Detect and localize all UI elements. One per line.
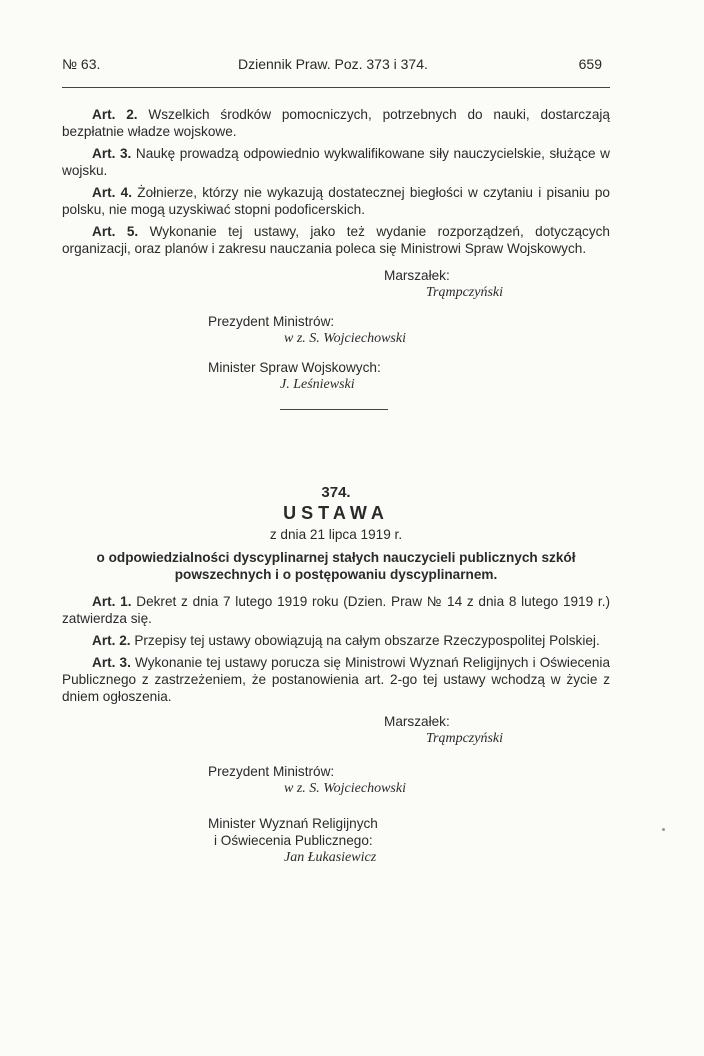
document-date: z dnia 21 lipca 1919 r. bbox=[269, 527, 403, 542]
document-title: o odpowiedzialności dyscyplinarnej stałych nauczycieli publicznych szkół powszechnych i o postępowaniu dyscyplinarnem. bbox=[96, 550, 576, 582]
page-number: 659 bbox=[578, 56, 602, 72]
minister-signature: Jan Łukasiewicz bbox=[284, 850, 377, 865]
page-header bbox=[62, 56, 612, 78]
pm-label: Prezydent Ministrów: bbox=[208, 314, 335, 329]
pm-signature: w z. S. Wojciechowski bbox=[284, 781, 406, 796]
minister-label: Minister Spraw Wojskowych: bbox=[208, 360, 381, 375]
article-373-4: Art. 4. Żołnierze, którzy nie wykazują dostatecznej biegłości w czytaniu i pisaniu po polsku, nie mogą uzyskiwać stopni podoficerskich. bbox=[62, 185, 610, 217]
minister-label-line-1: Minister Wyznań Religijnych bbox=[208, 816, 378, 831]
marshal-signature: Trąmpczyński bbox=[426, 731, 503, 746]
minister-label-line-2: i Oświecenia Publicznego: bbox=[214, 833, 373, 848]
section-374 bbox=[62, 484, 610, 866]
scan-speck bbox=[662, 828, 665, 831]
marshal-label: Marszałek: bbox=[384, 268, 450, 283]
section-373 bbox=[62, 106, 610, 410]
pm-label: Prezydent Ministrów: bbox=[208, 764, 335, 779]
article-373-3: Art. 3. Naukę prowadzą odpowiednio wykwalifikowane siły nauczycielskie, służące w wojsku. bbox=[62, 146, 610, 178]
article-374-2: Art. 2. Przepisy tej ustawy obowiązują na całym obszarze Rzeczypospolitej Polskiej. bbox=[92, 633, 600, 648]
journal-title: Dziennik Praw. Poz. 373 i 374. bbox=[238, 56, 428, 72]
marshal-label: Marszałek: bbox=[384, 714, 450, 729]
article-373-2: Art. 2. Wszelkich środków pomocniczych, potrzebnych do nauki, dostarczają bezpłatnie władze wojskowe. bbox=[62, 107, 610, 139]
article-374-1: Art. 1. Dekret z dnia 7 lutego 1919 roku (Dzien. Praw № 14 z dnia 8 lutego 1919 r.) zatwierdza się. bbox=[62, 594, 611, 626]
header-rule bbox=[62, 87, 610, 88]
article-374-3: Art. 3. Wykonanie tej ustawy porucza się Ministrowi Wyznań Religijnych i Oświecenia Publicznego z zastrzeżeniem, że postanowienia art. 2-go tej ustawy wchodzą w życie z dniem ogłoszenia. bbox=[62, 655, 611, 704]
minister-signature: J. Leśniewski bbox=[280, 377, 355, 392]
document-type: USTAWA bbox=[283, 503, 389, 523]
signatures-374 bbox=[62, 713, 610, 866]
issue-number: № 63. bbox=[62, 56, 101, 72]
section-divider bbox=[280, 409, 388, 410]
pm-signature: w z. S. Wojciechowski bbox=[284, 331, 406, 346]
document-number: 374. bbox=[321, 484, 351, 501]
marshal-signature: Trąmpczyński bbox=[426, 285, 503, 300]
article-373-5: Art. 5. Wykonanie tej ustawy, jako też wydanie rozporządzeń, dotyczących organizacji, oraz planów i zakresu nauczania poleca się Ministrowi Spraw Wojskowych. bbox=[62, 224, 610, 256]
signatures-373 bbox=[62, 267, 610, 393]
